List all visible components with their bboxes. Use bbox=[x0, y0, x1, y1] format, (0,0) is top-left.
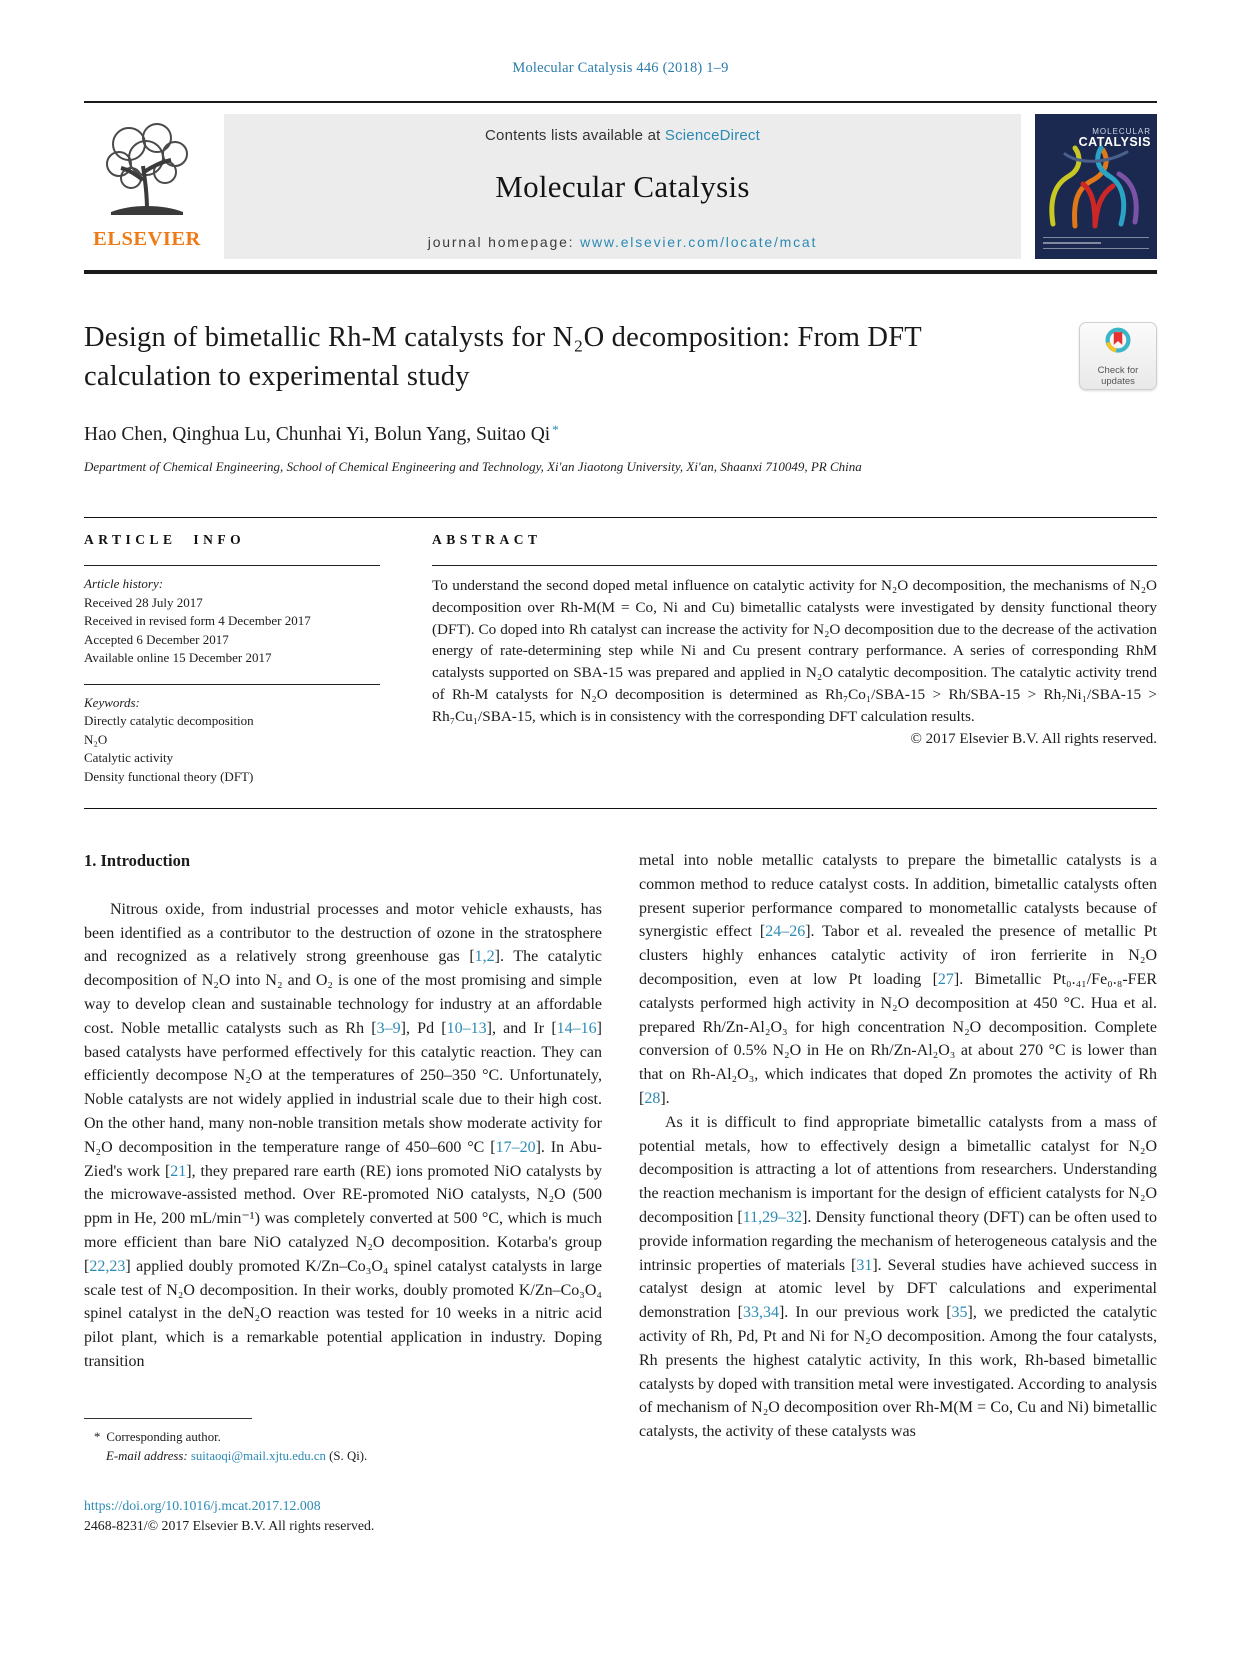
abstract-section bbox=[432, 532, 1157, 786]
body-paragraph: metal into noble metallic catalysts to prepare the bimetallic catalysts is a common method to reduce catalyst costs. In addition, bimetallic catalysts often present superior performance compared to monometallic catalysts because of synergistic effect [24–26]. Tabor et al. revealed the presence of metallic Pt clusters highly enhances catalytic activity of iron ferrierite in N₂O decomposition, even at low Pt loading [27]. Bimetallic Pt₀.₄₁/Fe₀.₈-FER catalysts performed high activity in N₂O decomposition at 450 °C. Hua et al. prepared Rh/Zn-Al₂O₃ for high concentration N₂O decomposition. Complete conversion of 0.5% N₂O in He on Rh/Zn-Al₂O₃ at about 270 °C is lower than that on Rh-Al₂O₃, which indicates that doped Zn promotes the activity of Rh [28]. bbox=[639, 852, 1158, 1107]
homepage-prefix: journal homepage: bbox=[427, 234, 581, 250]
journal-banner bbox=[84, 114, 1157, 259]
citation-ref[interactable]: 3–9 bbox=[376, 1019, 401, 1037]
elsevier-logo bbox=[84, 114, 210, 259]
elsevier-wordmark: ELSEVIER bbox=[93, 228, 201, 250]
abstract-copyright: © 2017 Elsevier B.V. All rights reserved. bbox=[910, 730, 1157, 747]
elsevier-tree-icon bbox=[91, 114, 203, 226]
footnote-rule bbox=[84, 1418, 252, 1419]
journal-cover bbox=[1035, 114, 1157, 259]
contents-prefix: Contents lists available at bbox=[485, 127, 665, 144]
citation-ref[interactable]: 21 bbox=[170, 1162, 187, 1180]
keyword-item: Catalytic activity bbox=[84, 750, 174, 765]
abstract-text: To understand the second doped metal influence on catalytic activity for N₂O decomposition, the mechanisms of N₂O decomposition over Rh-M(M = Co, Ni and Cu) bimetallic catalysts were investigated by density functional theory (DFT). Co doped into Rh catalyst can increase the activity for N₂O decomposition due to the decrease of the activation energy of rate-determining step while Ni and Cu present contrary performance. A series of corresponding RhM catalysts supported on SBA-15 was prepared and applied in N₂O catalytic decomposition. The catalytic activity trend of Rh-M catalysts for N₂O decomposition is determined as Rh₇Co₁/SBA-15 > Rh/SBA-15 > Rh₇Ni₁/SBA-15 > Rh₇Cu₁/SBA-15, which is in consistency with the corresponding DFT calculation results. bbox=[432, 577, 1157, 725]
citation-ref[interactable]: 31 bbox=[856, 1256, 873, 1274]
email-link[interactable]: suitaoqi@mail.xjtu.edu.cn bbox=[190, 1448, 326, 1463]
citation-ref[interactable]: 11,29–32 bbox=[742, 1208, 803, 1226]
column-left bbox=[84, 849, 602, 1536]
body-paragraph: As it is difficult to find appropriate bimetallic catalysts from a mass of potential metals, how to effectively design a bimetallic catalyst for N₂O decomposition is attracting a lot of attentions from researchers. Understanding the reaction mechanism is important for the design of efficient catalysts for N₂O decomposition [11,29–32]. Density functional theory (DFT) can be often used to provide information regarding the mechanism of heterogeneous catalysis and the intrinsic properties of materials [31]. Several studies have achieved success in catalyst design at atomic level by DFT calculations and experimental demonstration [33,34]. In our previous work [35], we predicted the catalytic activity of Rh, Pd, Pt and Ni for N₂O decomposition. Among the four catalysts, Rh presents the highest catalytic activity, In this work, Rh-based bimetallic catalysts by doped with transition metal were investigated. According to analysis of mechanism of N₂O decomposition over Rh-M(M = Co, Cu and Ni) bimetallic catalysts, the activity of these catalysts was bbox=[639, 1113, 1158, 1441]
abstract-heading: ABSTRACT bbox=[432, 532, 542, 547]
citation-ref[interactable]: 33,34 bbox=[742, 1304, 779, 1322]
sciencedirect-link[interactable]: ScienceDirect bbox=[664, 127, 760, 144]
keyword-item: Directly catalytic decomposition bbox=[84, 713, 254, 728]
check-updates-badge[interactable] bbox=[1079, 322, 1157, 390]
cover-fineprint-lines bbox=[1043, 233, 1149, 250]
history-item: Received in revised form 4 December 2017 bbox=[84, 613, 311, 628]
header-rule bbox=[84, 101, 1157, 103]
check-updates-icon bbox=[1101, 325, 1135, 364]
journal-reference: Molecular Catalysis 446 (2018) 1–9 bbox=[512, 60, 729, 76]
article-body bbox=[84, 849, 1157, 1536]
citation-ref[interactable]: 35 bbox=[951, 1304, 968, 1322]
email-suffix: (S. Qi). bbox=[329, 1448, 368, 1463]
corresponding-author-note bbox=[84, 1428, 602, 1447]
article-info-rule bbox=[84, 565, 380, 566]
check-updates-label: Check for updates bbox=[1097, 365, 1139, 387]
intro-paragraph: Nitrous oxide, from industrial processes and motor vehicle exhausts, has been identified as a contributor to the destruction of ozone in the stratosphere and recognized as a relatively strong greenhouse gas [1,2]. The catalytic decomposition of N₂O into N₂ and O₂ is one of the most promising and simple way to develop clean and sustainable technology for industry at an affordable cost. Noble metallic catalysts such as Rh [3–9], Pd [10–13], and Ir [14–16] based catalysts have performed effectively for this catalytic reaction. They can efficiently decompose N₂O at the temperatures of 250–350 °C. Unfortunately, Noble catalysts are not widely applied in industrial scale due to their high cost. On the other hand, many non-noble transition metals show moderate activity for N₂O decomposition in the temperature range of 450–600 °C [17–20]. In Abu-Zied's work [21], they prepared rare earth (RE) ions promoted NiO catalysts by the microwave-assisted method. Over RE-promoted NiO catalysts, N₂O (500 ppm in He, 200 mL/min⁻¹) was completely converted at 500 °C, which is much more efficient than bare NiO catalyzed N₂O decomposition. Kotarba's group [22,23] applied doubly promoted K/Zn–Co₃O₄ spinel catalyst catalysts in large scale test of N₂O decomposition. In their works, doubly promoted K/Zn–Co₃O₄ spinel catalyst in the deN₂O reaction was tested for 10 weeks in a nitric acid pilot plant, which is a remarkable potential application in industry. Doping transition bbox=[84, 900, 602, 1370]
keywords-label: Keywords: bbox=[84, 694, 140, 710]
banner-bottom-rule bbox=[84, 270, 1157, 274]
banner-journal-title: Molecular Catalysis bbox=[495, 169, 750, 204]
column-right bbox=[639, 849, 1157, 1536]
cover-title bbox=[1079, 126, 1151, 148]
history-item: Accepted 6 December 2017 bbox=[84, 631, 229, 647]
footnote-email-line bbox=[84, 1447, 602, 1466]
intro-heading: 1. Introduction bbox=[84, 851, 191, 870]
journal-homepage-line bbox=[224, 234, 1021, 250]
cover-title-line2: CATALYSIS bbox=[1078, 135, 1151, 149]
doi-link[interactable]: https://doi.org/10.1016/j.mcat.2017.12.008 bbox=[84, 1497, 321, 1513]
corresponding-author-mark[interactable]: * bbox=[552, 422, 559, 437]
author-names: Hao Chen, Qinghua Lu, Chunhai Yi, Bolun Yang, Suitao Qi bbox=[84, 424, 551, 445]
history-item: Available online 15 December 2017 bbox=[84, 650, 272, 665]
footnote bbox=[84, 1418, 602, 1466]
banner-center bbox=[224, 114, 1021, 259]
abstract-rule bbox=[432, 565, 1157, 566]
footnote-star: * bbox=[94, 1429, 101, 1444]
article-info-heading: ARTICLE INFO bbox=[84, 532, 246, 547]
article-info-section bbox=[84, 532, 380, 786]
article-title: Design of bimetallic Rh-M catalysts for N₂O decomposition: From DFT calculation to experimental study bbox=[84, 322, 922, 392]
article-history-label: Article history: bbox=[84, 576, 164, 591]
affiliation: Department of Chemical Engineering, School of Chemical Engineering and Technology, Xi'an Jiaotong University, Xi'an, Shaanxi 710049, PR China bbox=[84, 459, 862, 474]
citation-ref[interactable]: 28 bbox=[644, 1089, 661, 1107]
banner-contents-line bbox=[224, 127, 1021, 144]
cover-title-line1: MOLECULAR bbox=[1092, 127, 1151, 136]
page-footer bbox=[84, 1496, 602, 1536]
citation-ref[interactable]: 14–16 bbox=[556, 1019, 597, 1037]
authors-line bbox=[84, 422, 1157, 446]
homepage-url-link[interactable]: www.elsevier.com/locate/mcat bbox=[580, 234, 818, 250]
issn-copyright-line: 2468-8231/© 2017 Elsevier B.V. All rights reserved. bbox=[84, 1517, 375, 1533]
history-item: Received 28 July 2017 bbox=[84, 594, 203, 610]
keyword-item: N₂O bbox=[84, 731, 108, 747]
citation-ref[interactable]: 24–26 bbox=[765, 923, 806, 941]
info-abstract-block bbox=[84, 517, 1157, 809]
email-label: E-mail address: bbox=[106, 1448, 188, 1463]
citation-ref[interactable]: 27 bbox=[937, 970, 954, 988]
keywords-rule bbox=[84, 684, 380, 685]
footnote-corresponding-text: Corresponding author. bbox=[106, 1429, 221, 1444]
citation-ref[interactable]: 1,2 bbox=[474, 948, 495, 966]
citation-ref[interactable]: 10–13 bbox=[446, 1019, 487, 1037]
citation-ref[interactable]: 17–20 bbox=[495, 1138, 536, 1156]
keyword-item: Density functional theory (DFT) bbox=[84, 768, 254, 784]
citation-ref[interactable]: 22,23 bbox=[89, 1257, 126, 1275]
